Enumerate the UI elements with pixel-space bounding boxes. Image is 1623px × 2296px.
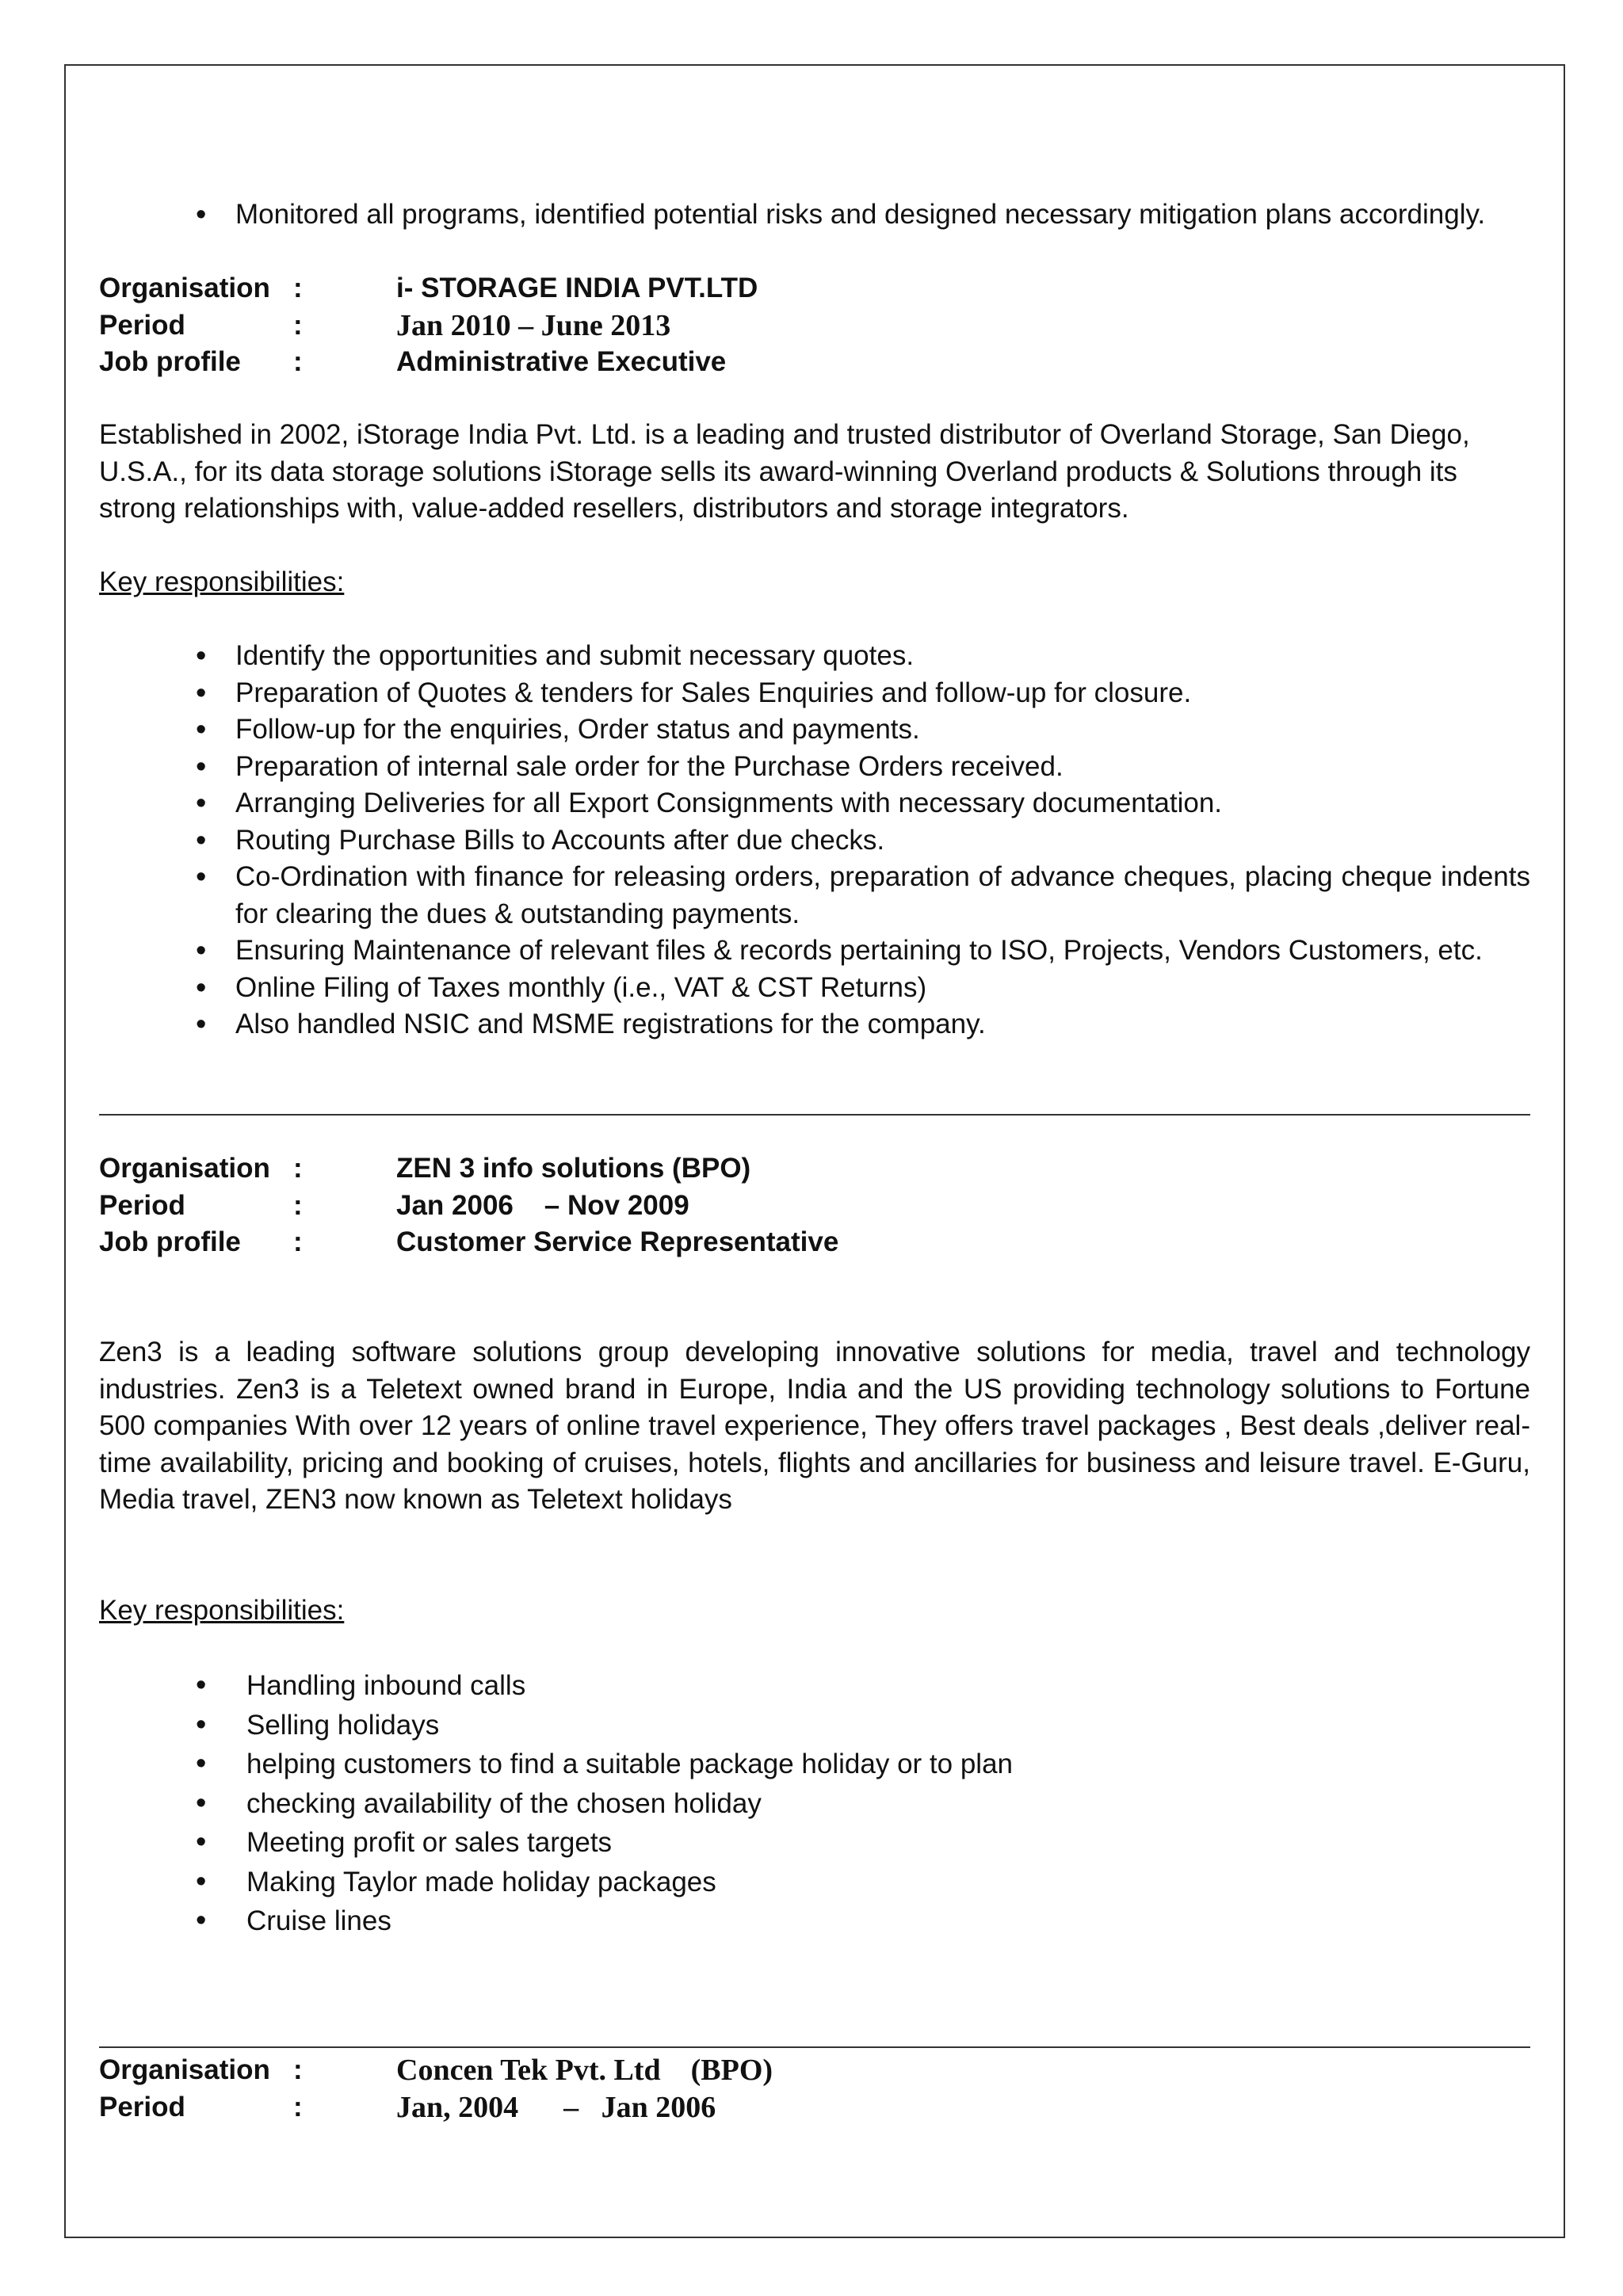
list-item: • Selling holidays bbox=[99, 1706, 1530, 1745]
list-item: • Preparation of internal sale order for the Purchase Orders received. bbox=[99, 749, 1530, 786]
key-responsibilities-heading: Key responsibilities: bbox=[99, 1595, 345, 1626]
field-colon: : bbox=[293, 273, 303, 303]
period-value: Jan, 2004 – Jan 2006 bbox=[396, 2090, 716, 2124]
organisation-value: ZEN 3 info solutions (BPO) bbox=[396, 1153, 751, 1184]
field-label: Period bbox=[99, 1189, 185, 1221]
section-divider bbox=[99, 2046, 1530, 2048]
key-responsibilities-heading: Key responsibilities: bbox=[99, 566, 345, 597]
organisation-row bbox=[99, 1150, 1530, 1188]
bullet-list bbox=[99, 638, 1530, 1043]
list-item: • Handling inbound calls bbox=[99, 1666, 1530, 1706]
job-profile-value: Customer Service Representative bbox=[396, 1226, 839, 1257]
list-item: • Identify the opportunities and submit necessary quotes. bbox=[99, 638, 1530, 675]
list-item: • Routing Purchase Bills to Accounts after due checks. bbox=[99, 822, 1530, 860]
field-colon: : bbox=[293, 1153, 303, 1184]
list-item: • Co-Ordination with finance for releasing orders, preparation of advance cheques, placing cheque indents for clearing the dues & outstanding payments. bbox=[99, 859, 1530, 933]
organisation-value: Concen Tek Pvt. Ltd (BPO) bbox=[396, 2054, 773, 2087]
field-label: Organisation bbox=[99, 2054, 270, 2085]
list-item: • Monitored all programs, identified potential risks and designed necessary mitigation plans accordingly. bbox=[99, 196, 1530, 234]
field-colon: : bbox=[293, 346, 303, 377]
section-divider bbox=[99, 1114, 1530, 1116]
organisation-value: i- STORAGE INDIA PVT.LTD bbox=[396, 273, 758, 303]
field-label: Job profile bbox=[99, 1226, 241, 1257]
job-profile-row bbox=[99, 344, 1530, 381]
list-item: • Making Taylor made holiday packages bbox=[99, 1863, 1530, 1902]
period-value: Jan 2006 – Nov 2009 bbox=[396, 1189, 689, 1221]
period-row bbox=[99, 1188, 1530, 1225]
field-colon: : bbox=[293, 309, 303, 341]
list-item: • checking availability of the chosen holiday bbox=[99, 1784, 1530, 1824]
list-item: • Also handled NSIC and MSME registrations for the company. bbox=[99, 1006, 1530, 1043]
field-label: Period bbox=[99, 2091, 185, 2122]
responsibilities-zen3 bbox=[99, 1666, 1530, 1941]
job-profile-row bbox=[99, 1224, 1530, 1261]
list-item: • Online Filing of Taxes monthly (i.e., VAT & CST Returns) bbox=[99, 970, 1530, 1007]
description-text: Established in 2002, iStorage India Pvt. Ltd. is a leading and trusted distributor of Overland Storage, San Diego, U.S.A., for its data storage solutions iStorage sells its award-winning Overland products & Solutions through its strong relationships with, value-added resellers, distributors and storage integrators. bbox=[99, 419, 1470, 524]
company-description-istorage bbox=[99, 417, 1530, 528]
responsibilities-istorage bbox=[99, 638, 1530, 1043]
field-colon: : bbox=[293, 1226, 303, 1257]
company-description-zen3 bbox=[99, 1334, 1530, 1519]
period-row bbox=[99, 2089, 1530, 2126]
job-profile-value: Administrative Executive bbox=[396, 346, 727, 377]
field-label: Organisation bbox=[99, 273, 270, 303]
list-item: • helping customers to find a suitable package holiday or to plan bbox=[99, 1745, 1530, 1784]
field-label: Job profile bbox=[99, 346, 241, 377]
list-item: • Meeting profit or sales targets bbox=[99, 1823, 1530, 1863]
list-item: • Cruise lines bbox=[99, 1901, 1530, 1941]
intro-section bbox=[99, 196, 1530, 234]
list-item: • Preparation of Quotes & tenders for Sales Enquiries and follow-up for closure. bbox=[99, 675, 1530, 712]
job-header-istorage bbox=[99, 270, 1530, 381]
field-colon: : bbox=[293, 2091, 303, 2122]
period-value: Jan 2010 – June 2013 bbox=[396, 308, 671, 342]
bullet-list bbox=[99, 1666, 1530, 1941]
field-colon: : bbox=[293, 1189, 303, 1221]
organisation-row bbox=[99, 270, 1530, 307]
list-item: • Follow-up for the enquiries, Order status and payments. bbox=[99, 711, 1530, 749]
job-header-concentek bbox=[99, 2052, 1530, 2126]
list-item: • Arranging Deliveries for all Export Consignments with necessary documentation. bbox=[99, 785, 1530, 822]
list-item: • Ensuring Maintenance of relevant files & records pertaining to ISO, Projects, Vendors Customers, etc. bbox=[99, 933, 1530, 970]
description-text: Zen3 is a leading software solutions group developing innovative solutions for media, travel and technology industries. Zen3 is a Teletext owned brand in Europe, India and the US providing technology solutions to Fortune 500 companies With over 12 years of online travel experience, They offers travel packages , Best deals ,deliver real-time availability, pricing and booking of cruises, hotels, flights and ancillaries for business and leisure travel. E-Guru, Media travel, ZEN3 now known as Teletext holidays bbox=[99, 1337, 1530, 1515]
job-header-zen3 bbox=[99, 1150, 1530, 1261]
bullet-list bbox=[99, 196, 1530, 234]
field-colon: : bbox=[293, 2054, 303, 2085]
field-label: Period bbox=[99, 309, 185, 341]
period-row bbox=[99, 307, 1530, 345]
field-label: Organisation bbox=[99, 1153, 270, 1184]
organisation-row bbox=[99, 2052, 1530, 2089]
